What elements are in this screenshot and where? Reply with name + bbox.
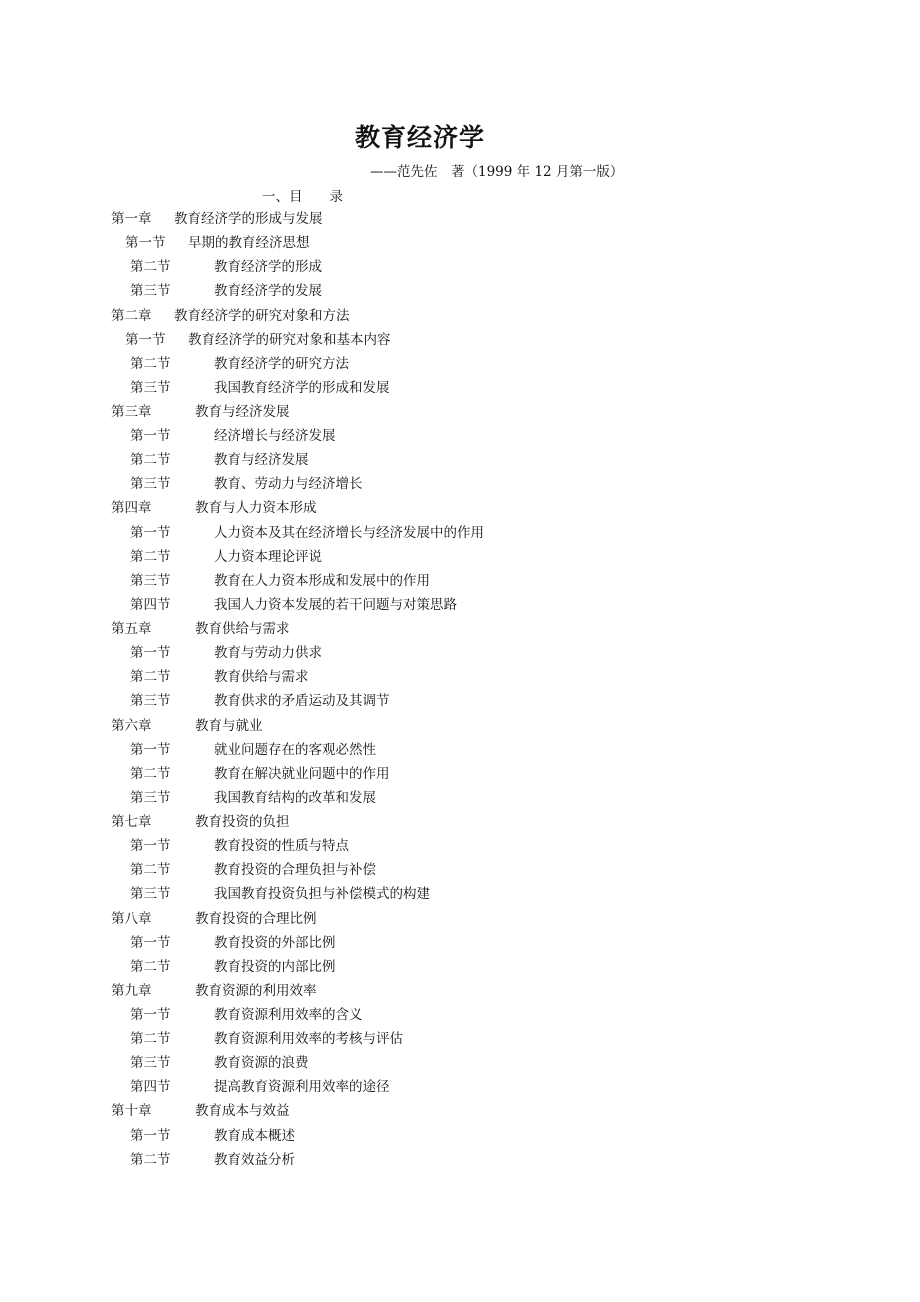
toc-section-number: 第三节: [130, 283, 171, 300]
toc-section-number: 第四节: [130, 1079, 171, 1096]
toc-section-row: [0, 860, 900, 880]
toc-section-row: [0, 595, 900, 615]
toc-chapter-row: [0, 306, 900, 326]
toc-section-row: [0, 667, 900, 687]
toc-section-title: 教育投资的内部比例: [214, 958, 336, 975]
toc-chapter-number: 第八章: [111, 910, 152, 927]
toc-chapter-title: 教育经济学的形成与发展: [174, 211, 323, 227]
toc-section-number: 第一节: [130, 741, 171, 758]
toc-section-number: 第三节: [130, 789, 171, 806]
toc-chapter-number: 第一章: [111, 211, 152, 227]
toc-section-number: 第二节: [130, 259, 171, 276]
toc-section-row: [0, 547, 900, 567]
toc-chapter-number: 第二章: [111, 307, 152, 324]
toc-section-number: 第一节: [125, 235, 166, 252]
toc-section-row: [0, 450, 900, 470]
toc-section-title: 教育、劳动力与经济增长: [214, 476, 363, 493]
toc-section-row: [0, 740, 900, 760]
toc-chapter-row: [0, 619, 900, 639]
toc-section-title: 教育资源利用效率的含义: [214, 1007, 363, 1023]
toc-section-title: 教育资源利用效率的考核与评估: [214, 1031, 403, 1048]
toc-section-title: 人力资本理论评说: [214, 548, 322, 565]
toc-chapter-title: 教育成本与效益: [195, 1103, 290, 1120]
toc-section-number: 第二节: [130, 862, 171, 879]
toc-section-title: 人力资本及其在经济增长与经济发展中的作用: [214, 524, 484, 541]
toc-section-title: 经济增长与经济发展: [214, 428, 336, 445]
toc-section-row: [0, 1126, 900, 1146]
toc-chapter-number: 第九章: [111, 982, 152, 999]
toc-section-number: 第三节: [130, 379, 171, 396]
toc-section-row: [0, 330, 900, 350]
toc-section-number: 第三节: [130, 476, 171, 493]
toc-section-title: 早期的教育经济思想: [188, 235, 310, 252]
toc-section-number: 第一节: [130, 838, 171, 855]
toc-section-title: 我国教育投资负担与补偿模式的构建: [214, 886, 430, 903]
toc-section-row: [0, 1150, 900, 1170]
toc-chapter-title: 教育投资的负担: [195, 814, 290, 830]
toc-section-row: [0, 1029, 900, 1049]
toc-section-title: 教育投资的合理负担与补偿: [214, 862, 376, 879]
toc-section-row: [0, 933, 900, 953]
toc-section-title: 教育与劳动力供求: [214, 645, 322, 662]
toc-section-title: 教育成本概述: [214, 1127, 295, 1144]
toc-section-title: 教育供给与需求: [214, 669, 309, 686]
toc-section-number: 第二节: [130, 548, 171, 565]
toc-section-title: 我国教育结构的改革和发展: [214, 789, 376, 806]
toc-chapter-title: 教育供给与需求: [195, 621, 290, 637]
toc-section-number: 第二节: [130, 765, 171, 782]
toc-section-title: 我国教育经济学的形成和发展: [214, 379, 390, 396]
toc-section-number: 第一节: [130, 428, 171, 445]
toc-section-row: [0, 788, 900, 808]
toc-section-number: 第一节: [130, 934, 171, 951]
toc-section-title: 教育经济学的形成: [214, 259, 322, 276]
toc-section-row: [0, 378, 900, 398]
toc-chapter-row: [0, 209, 900, 229]
toc-section-number: 第三节: [130, 886, 171, 903]
toc-section-title: 教育在人力资本形成和发展中的作用: [214, 572, 430, 589]
toc-section-row: [0, 571, 900, 591]
toc-section-row: [0, 836, 900, 856]
toc-section-number: 第四节: [130, 596, 171, 613]
toc-chapter-title: 教育与就业: [195, 717, 263, 734]
toc-section-title: 教育供求的矛盾运动及其调节: [214, 693, 390, 710]
toc-section-title: 教育经济学的研究方法: [214, 355, 349, 372]
toc-section-title: 教育经济学的发展: [214, 283, 322, 300]
toc-section-row: [0, 281, 900, 301]
toc-section-row: [0, 474, 900, 494]
toc-section-row: [0, 354, 900, 374]
toc-section-number: 第一节: [130, 524, 171, 541]
toc-chapter-row: [0, 498, 900, 518]
toc-chapter-title: 教育投资的合理比例: [195, 910, 317, 927]
toc-section-title: 教育投资的性质与特点: [214, 838, 349, 855]
toc-chapter-number: 第四章: [111, 500, 152, 517]
toc-section-number: 第三节: [130, 1055, 171, 1072]
toc-section-number: 第一节: [125, 331, 166, 348]
toc-section-number: 第二节: [130, 669, 171, 686]
toc-section-row: [0, 1077, 900, 1097]
toc-chapter-row: [0, 716, 900, 736]
toc-section-row: [0, 233, 900, 253]
toc-section-number: 第二节: [130, 1151, 171, 1168]
document-title: 教育经济学: [354, 123, 485, 152]
author-byline: ——范先佐 著（1999 年 12 月第一版）: [370, 164, 624, 180]
toc-section-number: 第二节: [130, 1031, 171, 1048]
toc-section-number: 第二节: [130, 452, 171, 469]
toc-section-number: 第二节: [130, 958, 171, 975]
toc-chapter-title: 教育经济学的研究对象和方法: [174, 307, 350, 324]
toc-chapter-title: 教育与人力资本形成: [195, 500, 317, 517]
toc-chapter-row: [0, 1101, 900, 1121]
toc-section-title: 教育投资的外部比例: [214, 934, 336, 951]
toc-section-row: [0, 426, 900, 446]
toc-section-title: 我国人力资本发展的若干问题与对策思路: [214, 596, 457, 613]
toc-chapter-row: [0, 981, 900, 1001]
toc-section-title: 教育在解决就业问题中的作用: [214, 765, 390, 782]
toc-section-title: 提高教育资源利用效率的途径: [214, 1079, 390, 1096]
toc-section-row: [0, 1053, 900, 1073]
toc-chapter-title: 教育与经济发展: [195, 404, 290, 420]
toc-section-title: 教育资源的浪费: [214, 1055, 309, 1072]
toc-chapter-row: [0, 812, 900, 832]
toc-section-number: 第三节: [130, 572, 171, 589]
toc-section-title: 教育与经济发展: [214, 452, 309, 469]
toc-section-title: 教育效益分析: [214, 1151, 295, 1168]
toc-chapter-title: 教育资源的利用效率: [195, 982, 317, 999]
toc-section-title: 就业问题存在的客观必然性: [214, 741, 376, 758]
toc-chapter-row: [0, 402, 900, 422]
toc-chapter-number: 第十章: [111, 1103, 152, 1120]
toc-chapter-number: 第三章: [111, 404, 152, 420]
toc-chapter-number: 第六章: [111, 717, 152, 734]
toc-section-row: [0, 764, 900, 784]
table-of-contents-heading: 一、目 录: [262, 189, 343, 205]
toc-section-row: [0, 523, 900, 543]
toc-section-row: [0, 884, 900, 904]
toc-section-number: 第一节: [130, 645, 171, 662]
toc-section-number: 第一节: [130, 1127, 171, 1144]
toc-chapter-number: 第七章: [111, 814, 152, 830]
toc-section-row: [0, 691, 900, 711]
toc-section-row: [0, 257, 900, 277]
toc-section-row: [0, 957, 900, 977]
toc-section-row: [0, 643, 900, 663]
toc-section-row: [0, 1005, 900, 1025]
toc-section-number: 第一节: [130, 1007, 171, 1023]
toc-section-number: 第三节: [130, 693, 171, 710]
toc-chapter-number: 第五章: [111, 621, 152, 637]
toc-section-title: 教育经济学的研究对象和基本内容: [188, 331, 391, 348]
toc-section-number: 第二节: [130, 355, 171, 372]
toc-chapter-row: [0, 909, 900, 929]
